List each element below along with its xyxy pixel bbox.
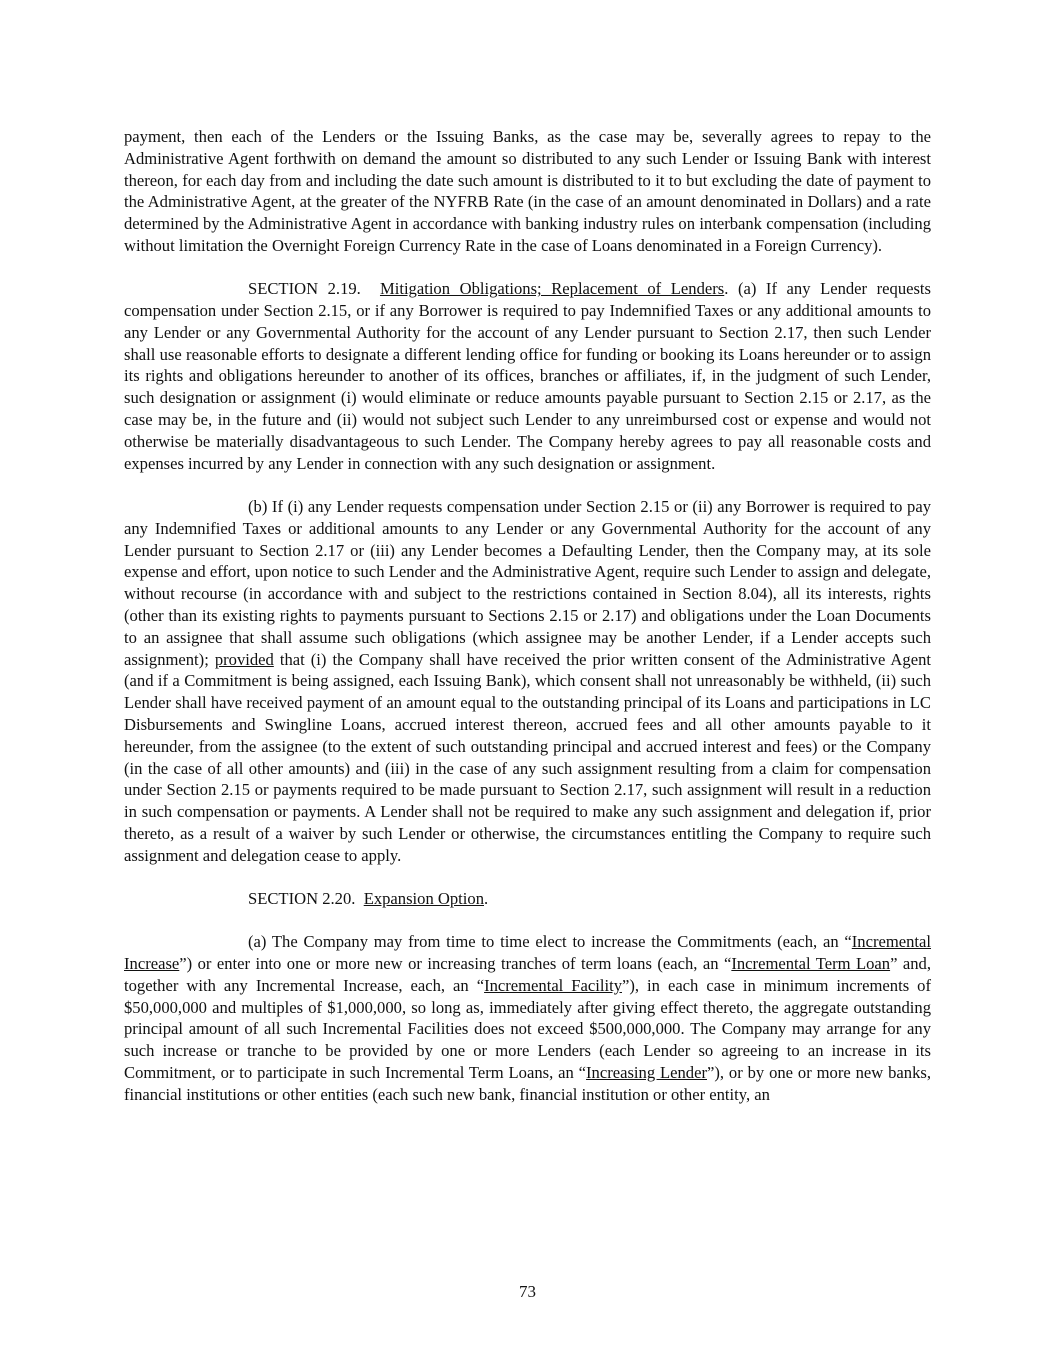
paragraph-continuation [124, 126, 931, 257]
defined-term-incremental-increase: Incremental Increase [124, 932, 931, 974]
section-title: Expansion Option [363, 889, 484, 908]
paragraph-text: ” and, together with any Incremental Increase, each, an “ [124, 954, 932, 995]
section-title: Mitigation Obligations; Replacement of Lenders [379, 279, 725, 299]
paragraph-text: ”), in each case in minimum increments of $50,000,000 and multiples of $1,000,000, so long as, immediately after giving effect thereto, the aggregate outstanding principal amount of all such Incremental Facilities does not exceed $500,000,000. The Company may arrange for any such increase or tranche to be provided by one or more Lenders (each Lender so agreeing to an increase in its Commitment, or to participate in such Incremental Term Loans, an “ [124, 975, 931, 1083]
section-2-20-a-paragraph [124, 931, 931, 1105]
section-2-19-b-paragraph [124, 496, 931, 867]
page-number: 73 [519, 1282, 536, 1301]
paragraph-text: . (a) If any Lender requests compensation under Section 2.15, or if any Borrower is required to pay Indemnified Taxes or any additional amounts to any Lender or any Governmental Authority for the account of any Lender pursuant to Section 2.17, then such Lender shall use reasonable efforts to designate a different lending office for funding or booking its Loans hereunder or to assign its rights and obligations hereunder to another of its offices, branches or affiliates, if, in the judgment of such Lender, such designation or assignment (i) would eliminate or reduce amounts payable pursuant to Section 2.15 or 2.17, as the case may be, in the future and (ii) would not subject such Lender to any unreimbursed cost or expense and would not otherwise be materially disadvantageous to such Lender. The Company hereby agrees to pay all reasonable costs and expenses incurred by any Lender in connection with any such designation or assignment. [124, 279, 932, 473]
defined-term-increasing-lender: Increasing Lender [586, 1063, 707, 1083]
paragraph-text: (a) The Company may from time to time elect to increase the Commitments (each, an “ [248, 932, 852, 952]
paragraph-text: (b) If (i) any Lender requests compensation under Section 2.15 or (ii) any Borrower is required to pay any Indemnified Taxes or additional amounts to any Lender or any Governmental Authority for the account of any Lender pursuant to Section 2.17 or (iii) any Lender becomes a Defaulting Lender, then the Company may, at its sole expense and effort, upon notice to such Lender and the Administrative Agent, require such Lender to assign and delegate, without recourse (in accordance with and subject to the restrictions contained in Section 8.04), all its interests, rights (other than its existing rights to payments pursuant to Sections 2.15 or 2.17) and obligations under the Loan Documents to an assignee that shall assume such obligations (which assignee may be another Lender, if a Lender accepts such assignment); [124, 496, 931, 669]
paragraph-text: ”) or enter into one or more new or increasing tranches of term loans (each, an “ [179, 954, 732, 974]
paragraph-text: payment, then each of the Lenders or the Issuing Banks, as the case may be, severally agrees to repay to the Administrative Agent forthwith on demand the amount so distributed to any such Lender or Issuing Bank with interest thereon, for each day from and including the date such amount is distributed to it to but excluding the date of payment to the Administrative Agent, at the greater of the NYFRB Rate (in the case of an amount denominated in Dollars) and a rate determined by the Administrative Agent in accordance with banking industry rules on interbank compensation (including without limitation the Overnight Foreign Currency Rate in the case of Loans denominated in a Foreign Currency). [124, 127, 931, 255]
defined-term-provided: provided [214, 649, 274, 669]
section-2-19-paragraph [124, 278, 931, 474]
defined-term-incremental-term-loan: Incremental Term Loan [731, 954, 891, 974]
document-body [124, 126, 931, 1106]
section-number: SECTION 2.19. [248, 279, 361, 299]
defined-term-incremental-facility: Incremental Facility [484, 975, 622, 995]
paragraph-text: ”), or by one or more new banks, financial institutions or other entities (each such new bank, financial institution or other entity, an [124, 1063, 931, 1104]
punctuation: . [484, 889, 489, 908]
paragraph-text: that (i) the Company shall have received the prior written consent of the Administrative Agent (and if a Commitment is being assigned, each Issuing Bank), which consent shall not unreasonably be withheld, (ii) such Lender shall have received payment of an amount equal to the outstanding principal of its Loans and participations in LC Disbursements and Swingline Loans, accrued interest thereon, accrued fees and all other amounts payable to it hereunder, from the assignee (to the extent of such outstanding principal and accrued interest and fees) or the Company (in the case of all other amounts) and (iii) in the case of any such assignment resulting from a claim for compensation under Section 2.15 or payments required to be made pursuant to Section 2.17, such assignment will result in a reduction in such compensation or payments. A Lender shall not be required to make any such assignment and delegation if, prior thereto, as a result of a waiver by such Lender or otherwise, the circumstances entitling the Company to require such assignment and delegation cease to apply. [124, 649, 931, 865]
section-2-20-heading [124, 888, 931, 910]
section-number: SECTION 2.20. [248, 889, 356, 908]
